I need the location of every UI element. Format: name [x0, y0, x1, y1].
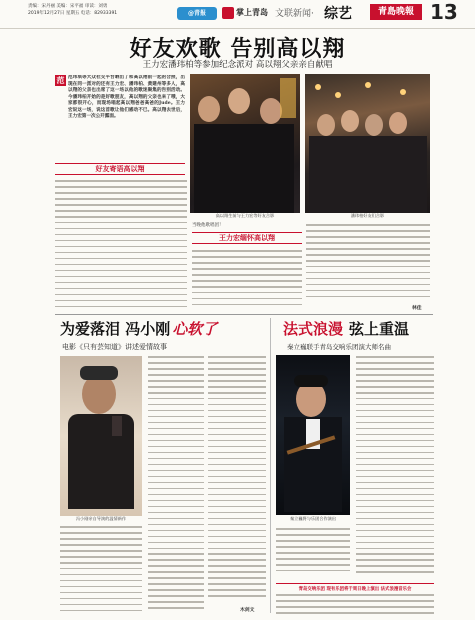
story2-caption: 冯小刚亲自导演的温情新作 [75, 516, 127, 521]
story1-subhead: 王力宏潘玮柏等参加纪念派对 高以翔父亲亲自献唱 [142, 60, 333, 70]
story1-byline: 林佳 [412, 305, 422, 311]
story1-photo-right [305, 74, 430, 219]
story1-caption-right: 潘玮柏好友们合影 [305, 213, 430, 219]
story1-caption-left: 高以翔生前与王力宏等好友合影 [190, 213, 300, 219]
story2-headline: 为爱落泪 冯小刚 心软了 [60, 320, 218, 338]
page-number: 13 [430, 0, 458, 24]
story2-photo [60, 356, 142, 516]
story3-bottom-box [276, 583, 434, 618]
app-name: 掌上青岛 [236, 8, 268, 17]
issue-date: 2019年12月27日 星期五 电话：82933391 [28, 11, 118, 16]
story1-mid-heading-box [192, 232, 302, 244]
column-divider [270, 318, 271, 613]
story1-body-col1 [55, 180, 187, 310]
page-divider [55, 314, 433, 315]
story1-mid-intro: 当晚他歌唱团！ [192, 223, 224, 228]
story3-body-col1 [276, 528, 350, 580]
story2-body-col1 [60, 526, 142, 618]
story3-bottom-text [276, 594, 434, 618]
story3-photo [276, 355, 350, 515]
story3-subhead: 秦立巍联手青岛交响乐团演大师名曲 [287, 343, 391, 351]
story1-body-col2 [192, 250, 302, 312]
masthead [0, 0, 475, 29]
app-logo-icon [222, 7, 234, 19]
story2-subhead: 电影《只有芸知道》讲述爱情故事 [62, 343, 167, 351]
editor-credits: 责编：宋丹丽 美编：宋平福 审读：刘勇 [28, 4, 108, 9]
lead-drop-cap: 范 [56, 75, 65, 85]
qingbao-badge: @青报 [177, 7, 217, 20]
story1-lead-box [55, 75, 185, 153]
story1-section-heading-box [55, 163, 185, 175]
story1-photo-left [190, 74, 300, 219]
story2-body-col2 [148, 356, 204, 618]
story1-body-col3 [306, 224, 430, 304]
story3-caption: 秦立巍将与乐团合作演出 [289, 516, 337, 521]
section-title: 综艺 [324, 6, 352, 22]
story1-headline: 好友欢歌 告别高以翔 [129, 36, 346, 62]
story1-section-heading: 好友寄语高以翔 [95, 164, 145, 173]
section-prefix: 文联新闻· [275, 9, 314, 19]
story1-mid-heading: 王力宏缅怀高以翔 [219, 233, 275, 242]
story3-headline: 法式浪漫 弦上重温 [283, 320, 410, 338]
story2-body-col3 [208, 356, 266, 604]
story3-body-col2 [356, 356, 434, 580]
story1-lead-text: 范玮琪等大众社交平台晒出了和高以翔前一起的合照，出现在同一派对的还有王力宏、潘玮柏、黄建州等多人，高以翔的父亲也出席了这一场以他的歌迷聚集的告别活动。今潘玮柏开始的是好歌朋友，高以翔的父亲也来了哦，大家都很开心，而现场唱起高以翔爸爸高爸的Jude。王力宏说这一场，说这首歌让他们感动不已。高以翔去世后，王力宏第一次公开露面。 [68, 75, 185, 119]
story3-bottom-note: 青岛交响乐团 现有乐团将于周日晚上演出 法式浪漫音乐会 [298, 587, 412, 592]
story2-byline: 木剑文 [240, 607, 255, 613]
paper-name: 青島晚報 [370, 4, 422, 20]
